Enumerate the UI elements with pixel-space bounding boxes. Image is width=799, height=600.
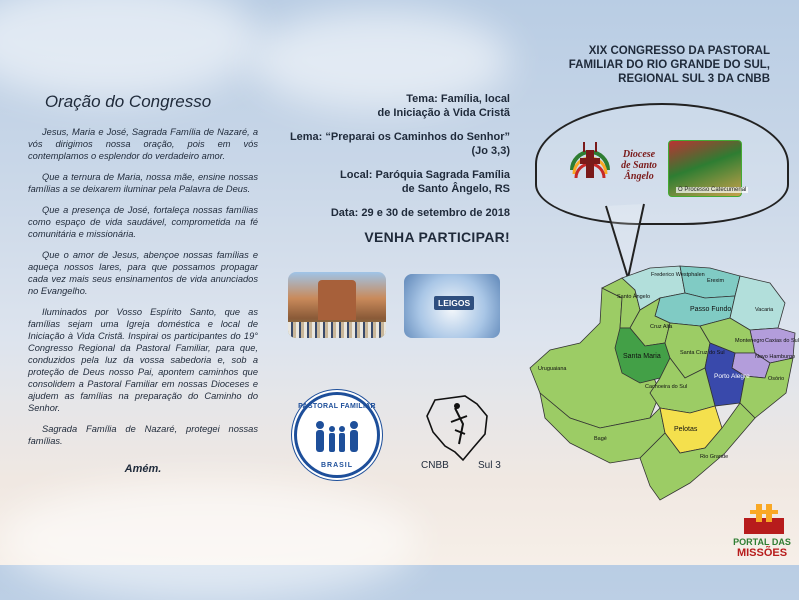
- congress-line: XIX CONGRESSO DA PASTORAL: [588, 45, 770, 57]
- leigos-photo: [404, 274, 500, 338]
- leigos-badge: LEIGOS: [434, 296, 474, 310]
- portal-text: [729, 537, 795, 559]
- diocese-name: [615, 149, 663, 182]
- church-building: [318, 280, 356, 320]
- catechetical-label: O Processo Catecumenal: [678, 187, 747, 193]
- map-label: Pelotas: [674, 426, 698, 433]
- diocese-map: [510, 218, 799, 503]
- call-to-action: VENHA PARTICIPAR!: [364, 229, 510, 245]
- event-theme: [288, 92, 510, 120]
- map-label: Santa Cruz do Sul: [680, 350, 725, 356]
- event-place: [288, 168, 510, 196]
- map-label: Uruguaiana: [538, 366, 567, 372]
- map-label: Novo Hamburgo: [755, 354, 796, 360]
- prayer-paragraph: Iluminados por Vosso Espírito Santo, que as famílias sejam uma Igreja doméstica e local de Iniciação à Vida Cristã. Inspirai os participantes do 19° Congresso Regional da Pastoral Familiar, para que, conduzidos pela luz da vossa sabedoria e, sob a proteção de Deus nosso Pai, apontem caminhos que consolidem a Pastoral Familiar em nossas Dioceses e ajudem as famílias na preparação do Caminho do Senhor.: [28, 307, 258, 413]
- cnbb-region-label: Sul 3: [478, 460, 501, 471]
- congress-heading: [545, 44, 770, 86]
- diocese-line: Diocese: [622, 149, 656, 160]
- map-label: Cruz Alta: [650, 324, 673, 330]
- place-line: Local: Paróquia Sagrada Família: [340, 169, 510, 181]
- crowd: [288, 322, 386, 338]
- pastoral-logo-bottom: BRASIL: [320, 462, 354, 469]
- motto-line: Lema: “Preparai os Caminhos do Senhor”: [289, 131, 510, 143]
- theme-line: de Iniciação à Vida Cristã: [377, 107, 510, 119]
- diocese-logo-icon: [566, 140, 614, 192]
- prayer-paragraph: Que a ternura de Maria, nossa mãe, ensine nossas famílias a se deixarem iluminar pela Palavra de Deus.: [28, 172, 258, 194]
- place-line: de Santo Ângelo, RS: [401, 183, 510, 195]
- portal-line: PORTAL DAS: [733, 537, 791, 547]
- cloud: [0, 480, 420, 600]
- church-photo: [288, 272, 386, 338]
- map-label: Cachoeira do Sul: [645, 384, 688, 390]
- pastoral-logo-top: PASTORAL FAMILIAR: [298, 403, 376, 410]
- congress-line: FAMILIAR DO RIO GRANDE DO SUL,: [568, 59, 770, 71]
- theme-line: Tema: Família, local: [406, 93, 510, 105]
- cnbb-label: CNBB: [421, 460, 449, 471]
- family-icon: [311, 419, 363, 453]
- map-label: Frederico Westphalen: [651, 272, 705, 278]
- map-label: Bagé: [594, 436, 607, 442]
- event-motto: [288, 130, 510, 158]
- diocese-line: Ângelo: [624, 171, 654, 182]
- map-label: Montenegro: [735, 338, 765, 344]
- portal-line: MISSÕES: [736, 547, 788, 559]
- prayer-paragraph: Jesus, Maria e José, Sagrada Família de Nazaré, a vós dirigimos nossa oração, pois em vós contemplamos o esplendor do verdadeiro amor.: [28, 127, 258, 161]
- event-date: Data: 29 e 30 de setembro de 2018: [330, 207, 510, 219]
- pastoral-familiar-logo: [294, 392, 380, 478]
- cloud: [0, 0, 260, 100]
- region-vacaria: [730, 276, 785, 330]
- map-label: Caxias do Sul: [765, 338, 799, 344]
- map-label: Osório: [768, 376, 785, 382]
- congress-line: REGIONAL SUL 3 DA CNBB: [618, 73, 770, 85]
- diocese-line: de Santo: [621, 160, 657, 171]
- prayer-paragraph: Que o amor de Jesus, abençoe nossas famílias e aqueça nossos lares, para que possamos propagar cada vez mais seus ensinamentos de vida anunciados no Evangelho.: [28, 250, 258, 296]
- motto-line: (Jo 3,3): [471, 145, 510, 157]
- prayer-paragraph: Sagrada Família de Nazaré, protegei nossas famílias.: [28, 424, 258, 446]
- map-label: Porto Alegre: [714, 373, 750, 380]
- map-label: Santo Ângelo: [617, 294, 651, 300]
- map-label: Santa Maria: [623, 353, 661, 360]
- prayer-section: [28, 92, 258, 484]
- prayer-title: Oração do Congresso: [44, 92, 212, 111]
- event-info: [288, 92, 510, 254]
- map-label: Erexim: [707, 278, 725, 284]
- prayer-paragraph: Que a presença de José, fortaleça nossas famílias como espaço de vida saudável, comprometida na fé comunitária e missionária.: [28, 205, 258, 239]
- prayer-closing: Amém.: [124, 463, 162, 475]
- map-label: Passo Fundo: [690, 306, 732, 313]
- map-label: Vacaria: [755, 307, 774, 313]
- map-label: Rio Grande: [700, 454, 729, 460]
